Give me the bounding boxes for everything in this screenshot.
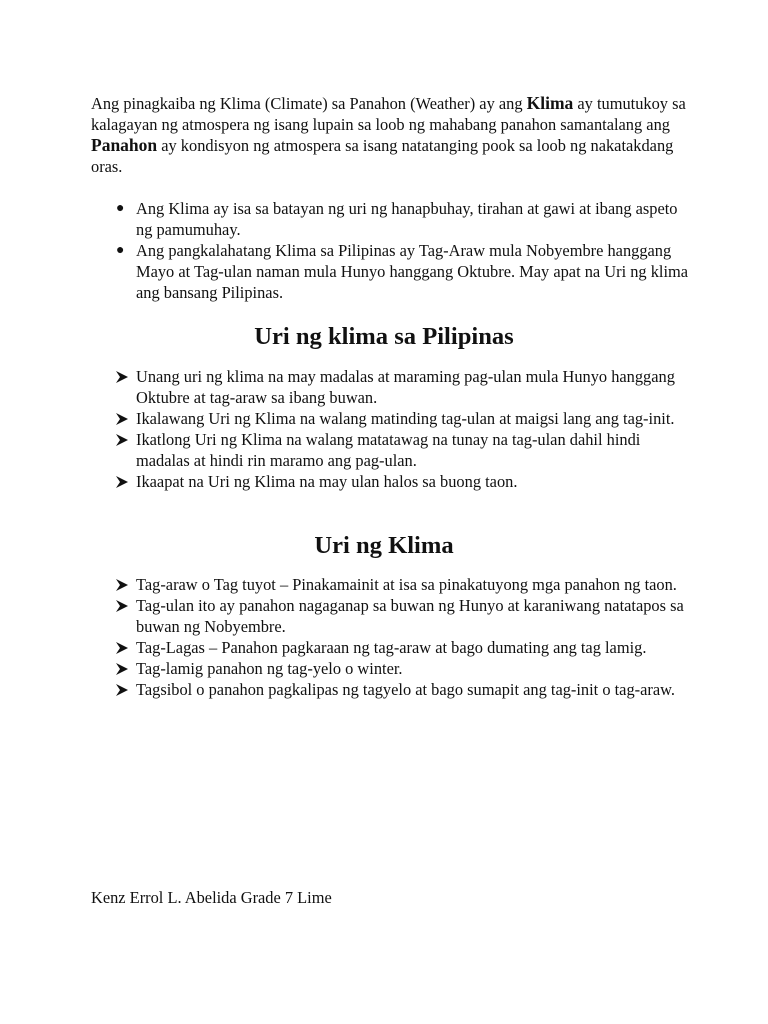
list-item-text: Ikalawang Uri ng Klima na walang matinding tag-ulan at maigsi lang ang tag-init. [136,409,675,428]
arrow-bullet-icon [115,662,129,676]
list-item [91,595,691,637]
section-heading-uri-ng-klima-sa-pilipinas: Uri ng klima sa Pilipinas [254,323,514,350]
arrow-bullet-icon [115,433,129,447]
list-item-text: Tag-ulan ito ay panahon nagaganap sa buwan ng Hunyo at karaniwang natatapos sa buwan ng Nobyembre. [136,596,684,636]
intro-text-part2: ay tumutukoy sa kalagayan ng atmospera ng isang lupain sa loob ng mahabang panahon samantalang ang [91,94,686,134]
bullet-dot-icon: ● [116,201,125,216]
list-item [91,366,691,408]
bullet-text: Ang pangkalahatang Klima sa Pilipinas ay Tag-Araw mula Nobyembre hanggang Mayo at Tag-ulan naman mula Hunyo hanggang Oktubre. May apat na Uri ng klima ang bansang Pilipinas. [136,241,689,302]
list-item-text: Ikatlong Uri ng Klima na walang matatawag na tunay na tag-ulan dahil hindi madalas at hindi rin maramo ang pag-ulan. [136,430,641,470]
intro-text-part3: ay kondisyon ng atmospera sa isang natatanging pook sa loob ng nakatakdang oras. [91,136,674,176]
list-item-text: Unang uri ng klima na may madalas at maraming pag-ulan mula Hunyo hanggang Oktubre at tag-araw sa ibang buwan. [136,367,675,407]
bullet-item [91,198,691,240]
bullet-list [91,198,691,303]
arrow-bullet-icon [115,641,129,655]
arrow-bullet-icon [115,412,129,426]
list-item [91,679,691,700]
list-item [91,637,691,658]
climate-seasons-list [91,574,691,700]
list-item-text: Tag-lamig panahon ng tag-yelo o winter. [136,659,403,678]
bullet-item [91,240,691,303]
list-item [91,408,691,429]
arrow-bullet-icon [115,475,129,489]
list-item-text: Ikaapat na Uri ng Klima na may ulan halos sa buong taon. [136,472,518,491]
list-item [91,574,691,595]
arrow-bullet-icon [115,578,129,592]
list-item-text: Tag-araw o Tag tuyot – Pinakamainit at isa sa pinakatuyong mga panahon ng taon. [136,575,677,594]
keyword-klima: Klima [526,93,574,113]
list-item-text: Tag-Lagas – Panahon pagkaraan ng tag-araw at bago dumating ang tag lamig. [136,638,647,657]
arrow-bullet-icon [115,370,129,384]
keyword-panahon: Panahon [91,135,158,155]
section-heading-uri-ng-klima: Uri ng Klima [314,532,454,559]
arrow-bullet-icon [115,599,129,613]
author-line: Kenz Errol L. Abelida Grade 7 Lime [91,888,332,907]
list-item [91,658,691,679]
list-item [91,429,691,471]
list-item [91,471,691,492]
list-item-text: Tagsibol o panahon pagkalipas ng tagyelo at bago sumapit ang tag-init o tag-araw. [136,680,675,699]
bullet-dot-icon: ● [116,243,125,258]
intro-paragraph [91,93,691,177]
bullet-text: Ang Klima ay isa sa batayan ng uri ng hanapbuhay, tirahan at gawi at ibang aspeto ng pamumuhay. [136,199,678,239]
intro-text-part1: Ang pinagkaiba ng Klima (Climate) sa Panahon (Weather) ay ang [91,94,527,113]
climate-types-philippines-list [91,366,691,492]
arrow-bullet-icon [115,683,129,697]
